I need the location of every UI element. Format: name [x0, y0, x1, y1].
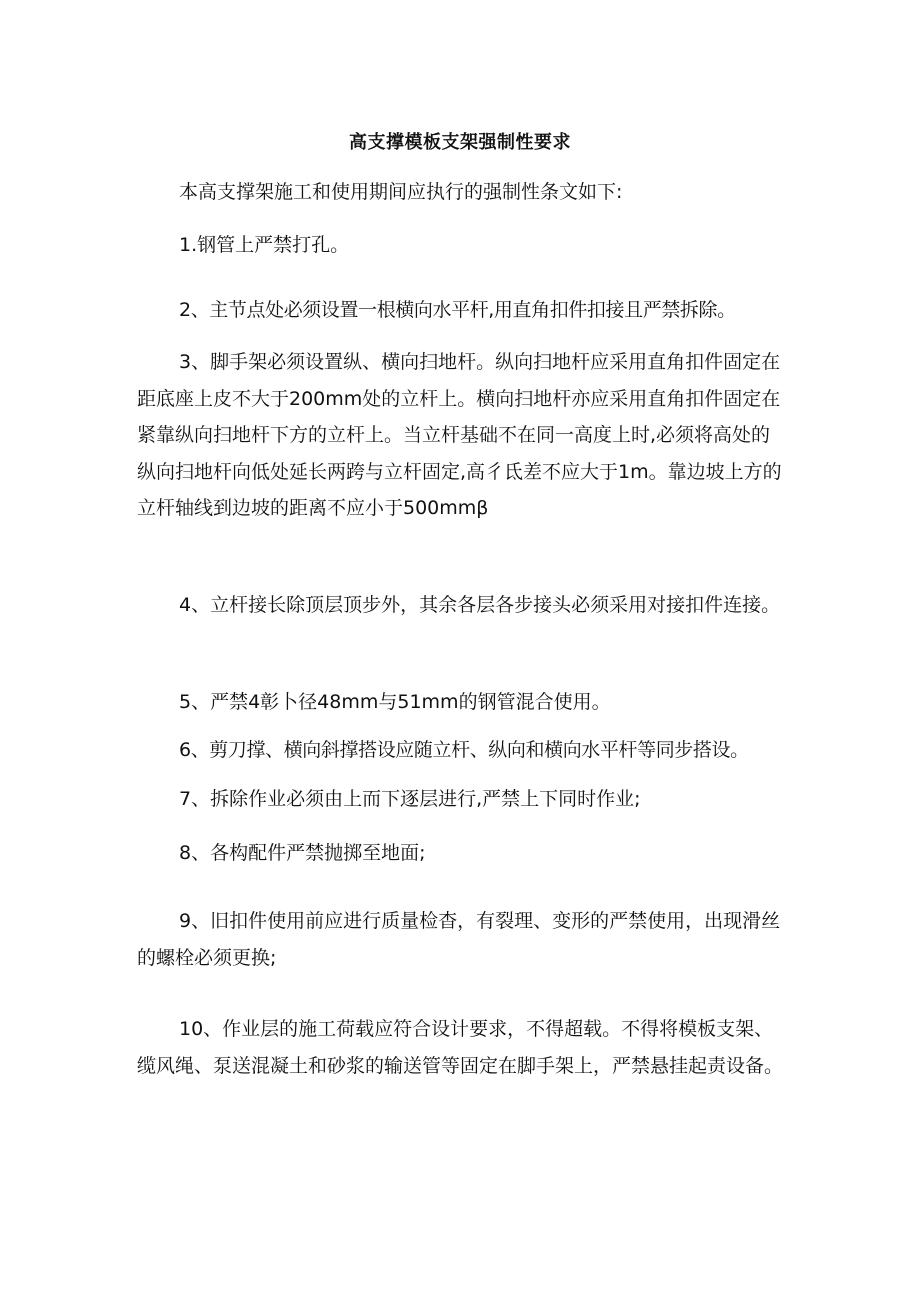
item-2: 2、主节点处必须设置一根横向水平杆,用直角扣件扣接且严禁拆除。: [179, 299, 736, 321]
item-7: 7、拆除作业必须由上而下逐层进行,严禁上下同时作业;: [179, 788, 641, 810]
item-1: 1.钢管上严禁打孔。: [179, 234, 350, 256]
item-9: 9、旧扣件使用前应进行质量检杳，有裂理、变形的严禁使用，出现滑丝的螺栓必须更换;: [137, 910, 781, 969]
item-5: 5、严禁4彰卜径48mm与51mm的钢管混合使用。: [179, 691, 611, 713]
item-8: 8、各构配件严禁抛掷至地面;: [179, 842, 426, 864]
item-10: 10、作业层的施工荷载应符合设计要求，不得超载。不得将模板支架、缆风绳、泵送混凝土和砂浆的输送管等固定在脚手架上，严禁悬挂起责设备。: [137, 1018, 784, 1077]
document-title: 高支撑模板支架强制性要求: [349, 132, 571, 153]
item-4: 4、立杆接长除顶层顶步外，其余各层各步接头必须采用对接扣件连接。: [179, 594, 781, 616]
item-3: 3、脚手架必须设置纵、横向扫地杆。纵向扫地杆应采用直角扣件固定在距底座上皮不大于200mm处的立杆上。横向扫地杆亦应采用直角扣件固定在紧靠纵向扫地杆下方的立杆上。当立杆基础不在同一高度上时,必须将高处的纵向扫地杆向低处延长两跨与立杆固定,高彳氐差不应大于1m。靠边坡上方的立杆轴线到边坡的距离不应小于500mmβ: [137, 351, 782, 519]
intro-paragraph: 本高支撑架施工和使用期间应执行的强制性条文如下:: [179, 181, 623, 203]
item-6: 6、剪刀撑、横向斜撑搭设应随立杆、纵向和横向水平杆等同步搭设。: [179, 739, 749, 761]
